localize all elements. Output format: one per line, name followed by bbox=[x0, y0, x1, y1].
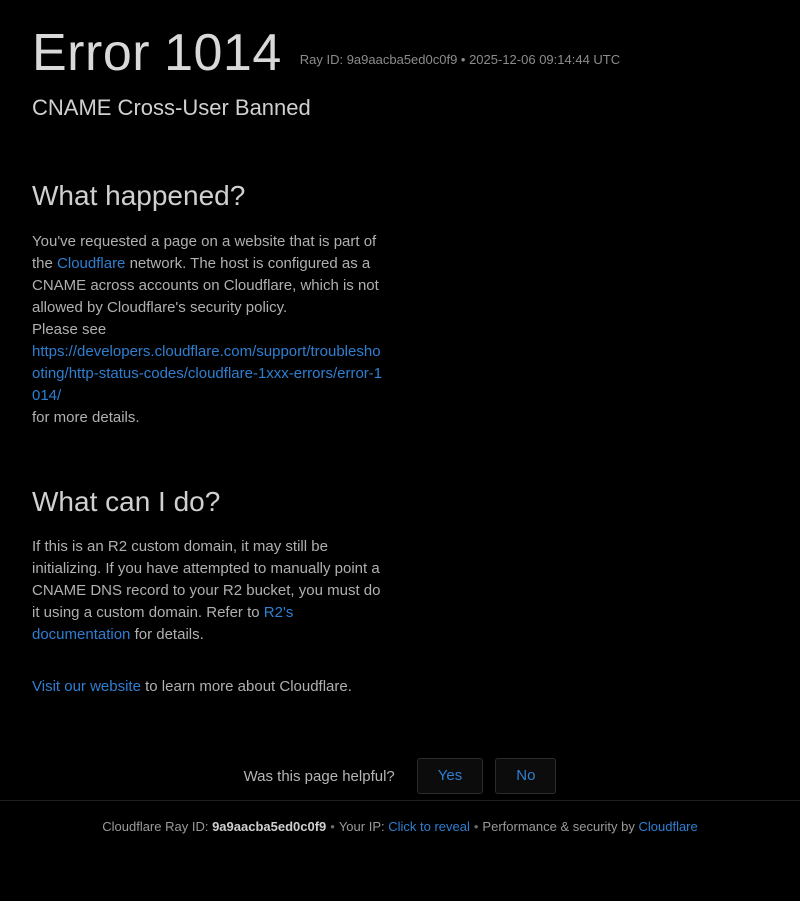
click-to-reveal-link[interactable]: Click to reveal bbox=[388, 819, 470, 834]
feedback-bar bbox=[32, 758, 768, 794]
feedback-yes-button[interactable]: Yes bbox=[417, 758, 483, 794]
what-can-i-do-text-part2: for details. bbox=[130, 626, 204, 644]
what-happened-text-part2: network. The host is configured as a CNAME across accounts on Cloudflare, which is not allowed by Cloudflare's security policy. bbox=[32, 254, 379, 316]
footer-ray-id: 9a9aacba5ed0c0f9 bbox=[212, 819, 327, 834]
footer-ray-label: Cloudflare Ray ID: bbox=[102, 819, 213, 834]
footer-cloudflare-link[interactable]: Cloudflare bbox=[638, 819, 698, 834]
visit-our-website-link[interactable]: Visit our website bbox=[32, 678, 141, 696]
footer-separator-1: • bbox=[330, 819, 335, 834]
doc-link-paragraph bbox=[32, 341, 384, 407]
what-happened-please-see bbox=[32, 319, 384, 341]
feedback-question: Was this page helpful? bbox=[243, 767, 395, 785]
more-details-text: for more details. bbox=[32, 408, 140, 426]
footer-text bbox=[102, 819, 698, 834]
footer-separator-2: • bbox=[473, 819, 479, 834]
what-happened-text-part1: You've requested a page on a website that is part of the bbox=[32, 232, 377, 272]
page-title bbox=[32, 22, 282, 84]
page-header bbox=[32, 0, 768, 84]
section-what-can-i-do bbox=[32, 485, 768, 699]
page-footer bbox=[0, 800, 800, 901]
what-happened-text bbox=[32, 231, 384, 319]
ray-id-meta: Ray ID: 9a9aacba5ed0c0f9 • 2025-12-06 09:14:44 UTC bbox=[299, 52, 621, 67]
footer-your-ip-label: Your IP: bbox=[338, 819, 389, 834]
what-can-i-do-text-part1: If this is an R2 custom domain, it may still be initializing. If you have attempted to manually point a CNAME DNS record to your R2 bucket, you must do it using a custom domain. Refer to bbox=[32, 538, 381, 622]
what-happened-heading: What happened? bbox=[32, 179, 246, 211]
feedback-no-button[interactable]: No bbox=[495, 758, 556, 794]
r2-documentation-link[interactable]: R2's documentation bbox=[32, 604, 294, 644]
visit-website-line bbox=[32, 676, 768, 698]
please-see-text: Please see bbox=[32, 320, 107, 338]
what-can-i-do-heading: What can I do? bbox=[32, 485, 221, 517]
visit-website-text: to learn more about Cloudflare. bbox=[140, 678, 352, 696]
error-word: Error bbox=[32, 24, 151, 82]
section-what-happened bbox=[32, 179, 768, 429]
error-doc-link[interactable]: https://developers.cloudflare.com/support/troubleshooting/http-status-codes/cloudflare-1xxx-errors/error-1014/ bbox=[32, 342, 383, 404]
what-can-i-do-text bbox=[32, 536, 384, 646]
error-code: 1014 bbox=[164, 24, 282, 82]
footer-performance-text: Performance & security by bbox=[482, 819, 639, 834]
cloudflare-link[interactable]: Cloudflare bbox=[57, 254, 126, 272]
error-subtitle: CNAME Cross-User Banned bbox=[32, 95, 311, 121]
